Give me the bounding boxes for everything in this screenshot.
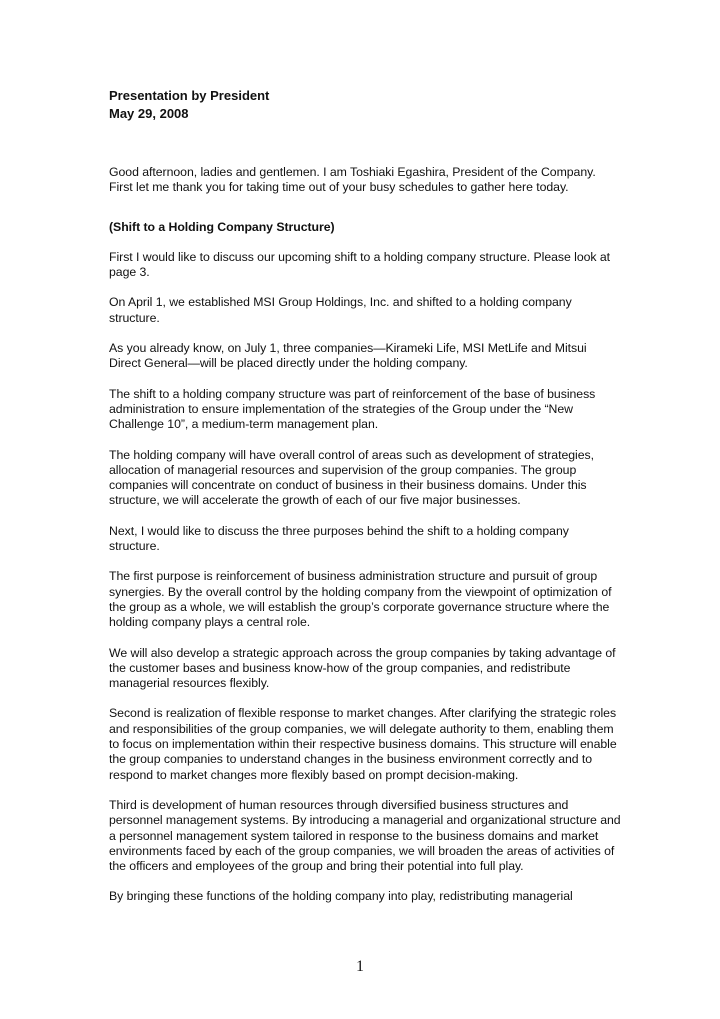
paragraph: The first purpose is reinforcement of business administration structure and pursuit of group synergies. By the overall control by the holding company from the viewpoint of optimization of the group as a whole, we will establish the group’s corporate governance structure where the holding company plays a central role. — [109, 569, 612, 630]
paragraph: The holding company will have overall control of areas such as development of strategies, allocation of managerial resources and supervision of the group companies. The group companies will concentrate on conduct of business in their business domains. Under this structure, we will accelerate the growth of each of our five major businesses. — [109, 447, 594, 508]
paragraph: Second is realization of flexible response to market changes. After clarifying the strategic roles and responsibilities of the group companies, we will delegate authority to them, enabling them to focus on implementation within their respective business domains. This structure will enable the group companies to understand changes in the business environment correctly and to respond to market changes more flexibly based on prompt decision-making. — [109, 706, 617, 782]
page-number: 1 — [356, 958, 364, 975]
paragraph: By bringing these functions of the holding company into play, redistributing managerial — [109, 889, 573, 904]
title-block — [109, 87, 269, 123]
paragraph: Third is development of human resources through diversified business structures and personnel management systems. By introducing a managerial and organizational structure and a personnel management system tailored in response to the business domains and market environments faced by each of the group companies, we will broaden the areas of activities of the officers and employees of the group and bring their potential into full play. — [109, 797, 621, 874]
paragraph: On April 1, we established MSI Group Holdings, Inc. and shifted to a holding company structure. — [109, 295, 572, 325]
paragraph: The shift to a holding company structure was part of reinforcement of the base of business administration to ensure implementation of the strategies of the Group under the “New Challenge 10”, a medium-term management plan. — [109, 386, 596, 432]
section-heading: (Shift to a Holding Company Structure) — [109, 219, 335, 234]
document-title: Presentation by President — [109, 88, 270, 103]
paragraph: We will also develop a strategic approach across the group companies by taking advantage of the customer bases and business know-how of the group companies, and redistribute managerial resources flexibly. — [109, 645, 616, 691]
paragraph: First I would like to discuss our upcoming shift to a holding company structure. Please look at page 3. — [109, 249, 611, 280]
body-text — [109, 165, 621, 920]
paragraph-greeting: Good afternoon, ladies and gentlemen. I am Toshiaki Egashira, President of the Company. First let me thank you for taking time out of your busy schedules to gather here today. — [109, 165, 596, 195]
paragraph: As you already know, on July 1, three companies—Kirameki Life, MSI MetLife and Mitsui Direct General—will be placed directly under the holding company. — [109, 341, 587, 371]
paragraph: Next, I would like to discuss the three purposes behind the shift to a holding company structure. — [109, 523, 569, 554]
document-date: May 29, 2008 — [109, 106, 189, 121]
